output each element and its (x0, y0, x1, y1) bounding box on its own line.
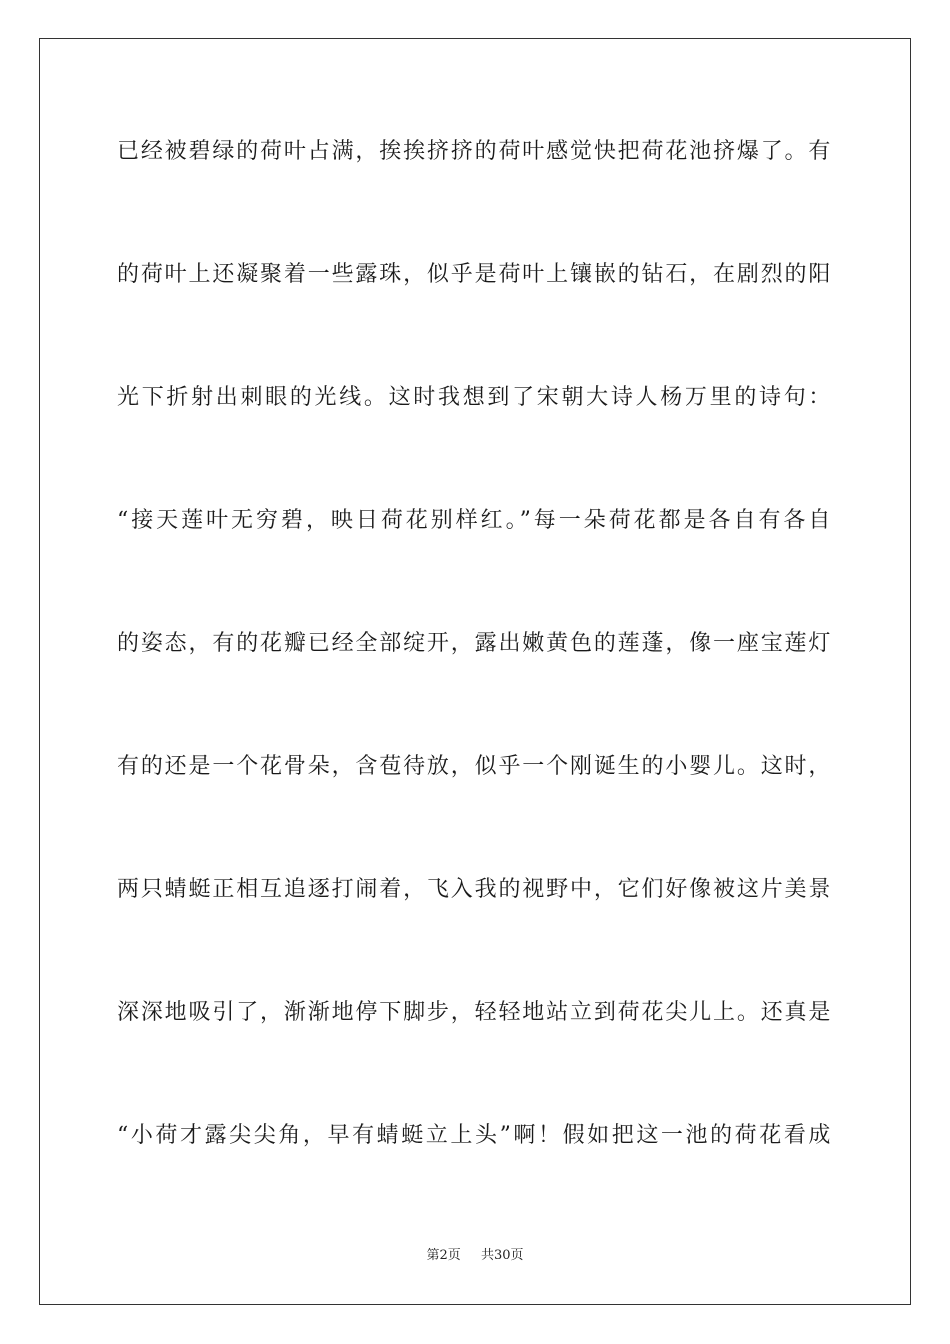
text-line: 两只蜻蜓正相互追逐打闹着，飞入我的视野中，它们好像被这片美景 (117, 877, 832, 902)
text-line: 光下折射出刺眼的光线。这时我想到了宋朝大诗人杨万里的诗句： (117, 385, 832, 410)
page-number: 第2页 (426, 1248, 461, 1263)
text-line: 的姿态，有的花瓣已经全部绽开，露出嫩黄色的莲蓬，像一座宝莲灯 (117, 631, 832, 656)
document-body (117, 127, 832, 1234)
text-line: 的荷叶上还凝聚着一些露珠，似乎是荷叶上镶嵌的钻石，在剧烈的阳 (117, 262, 832, 287)
total-pages: 共30页 (481, 1248, 524, 1263)
page-footer (0, 1244, 950, 1263)
text-line: 已经被碧绿的荷叶占满，挨挨挤挤的荷叶感觉快把荷花池挤爆了。有 (117, 139, 832, 164)
text-line: 有的还是一个花骨朵，含苞待放，似乎一个刚诞生的小婴儿。这时， (117, 754, 832, 779)
text-line: “接天莲叶无穷碧，映日荷花别样红。”每一朵荷花都是各自有各自 (117, 508, 832, 533)
text-line: “小荷才露尖尖角，早有蜻蜓立上头”啊！假如把这一池的荷花看成 (117, 1123, 832, 1148)
text-line: 深深地吸引了，渐渐地停下脚步，轻轻地站立到荷花尖儿上。还真是 (117, 1000, 832, 1025)
